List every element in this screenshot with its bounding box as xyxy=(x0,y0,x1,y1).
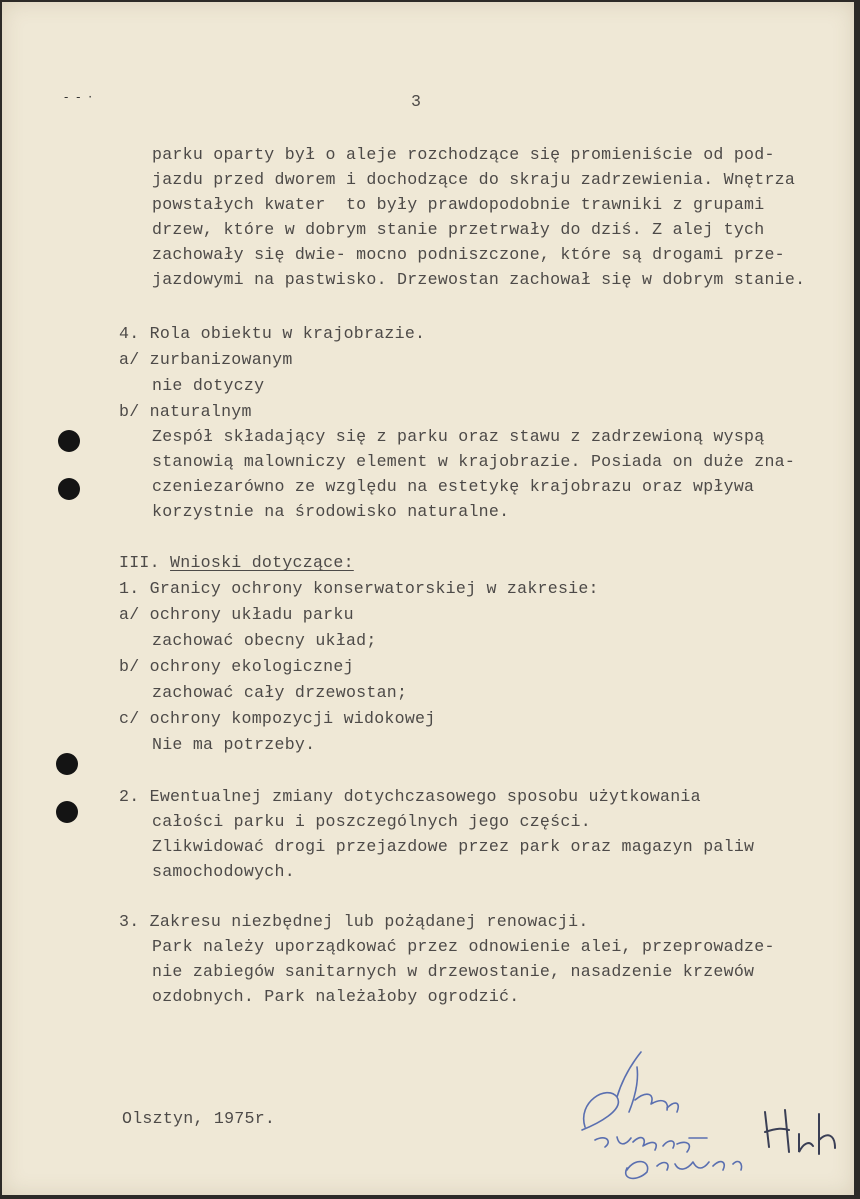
item-3-line: Park należy uporządkować przez odnowienie alei, przeprowadze- xyxy=(152,937,775,956)
page-number: 3 xyxy=(411,92,422,111)
intro-line: jazdowymi na pastwisko. Drzewostan zachował się w dobrym stanie. xyxy=(152,270,806,289)
section-4-b-line: czeniezarówno ze względu na estetykę krajobrazu oraz wpływa xyxy=(152,477,755,496)
punch-hole xyxy=(56,801,78,823)
item-1-c-text: Nie ma potrzeby. xyxy=(152,735,316,754)
document-page xyxy=(2,2,854,1195)
item-1-a-label: a/ ochrony układu parku xyxy=(119,605,354,624)
section-4-a-label: a/ zurbanizowanym xyxy=(119,350,293,369)
item-2-heading: 2. Ewentualnej zmiany dotychczasowego sposobu użytkowania xyxy=(119,787,701,806)
item-2-line: Zlikwidować drogi przejazdowe przez park oraz magazyn paliw xyxy=(152,837,755,856)
intro-line: parku oparty był o aleje rozchodzące się promieniście od pod- xyxy=(152,145,775,164)
section-iii-heading xyxy=(119,553,354,572)
item-3-heading: 3. Zakresu niezbędnej lub pożądanej renowacji. xyxy=(119,912,589,931)
section-iii-number: III. xyxy=(119,553,171,572)
section-4-b-line: Zespół składający się z parku oraz stawu z zadrzewioną wyspą xyxy=(152,427,765,446)
item-1-a-text: zachować obecny układ; xyxy=(152,631,377,650)
section-4-heading: 4. Rola obiektu w krajobrazie. xyxy=(119,324,426,343)
punch-hole xyxy=(58,430,80,452)
intro-line: drzew, które w dobrym stanie przetrwały do dziś. Z alej tych xyxy=(152,220,765,239)
intro-line: jazdu przed dworem i dochodzące do skraju zadrzewienia. Wnętrza xyxy=(152,170,796,189)
item-2-heading-cont: całości parku i poszczególnych jego części. xyxy=(152,812,591,831)
item-3-line: nie zabiegów sanitarnych w drzewostanie, nasadzenie krzewów xyxy=(152,962,755,981)
intro-line: powstałych kwater to były prawdopodobnie trawniki z grupami xyxy=(152,195,765,214)
punch-hole xyxy=(56,753,78,775)
item-1-c-label: c/ ochrony kompozycji widokowej xyxy=(119,709,436,728)
item-1-b-label: b/ ochrony ekologicznej xyxy=(119,657,354,676)
section-4-b-line: stanowią malowniczy element w krajobrazie. Posiada on duże zna- xyxy=(152,452,796,471)
intro-line: zachowały się dwie- mocno podniszczone, które są drogami prze- xyxy=(152,245,785,264)
margin-mark: - - · xyxy=(64,90,95,104)
place-date: Olsztyn, 1975r. xyxy=(122,1109,276,1128)
section-4-a-text: nie dotyczy xyxy=(152,376,265,395)
section-iii-title: Wnioski dotyczące: xyxy=(170,553,354,572)
item-1-b-text: zachować cały drzewostan; xyxy=(152,683,408,702)
punch-hole xyxy=(58,478,80,500)
section-4-b-line: korzystnie na środowisko naturalne. xyxy=(152,502,510,521)
item-3-line: ozdobnych. Park należałoby ogrodzić. xyxy=(152,987,520,1006)
item-1-heading: 1. Granicy ochrony konserwatorskiej w zakresie: xyxy=(119,579,599,598)
handwritten-signatures xyxy=(537,1042,847,1192)
item-2-line: samochodowych. xyxy=(152,862,295,881)
section-4-b-label: b/ naturalnym xyxy=(119,402,252,421)
